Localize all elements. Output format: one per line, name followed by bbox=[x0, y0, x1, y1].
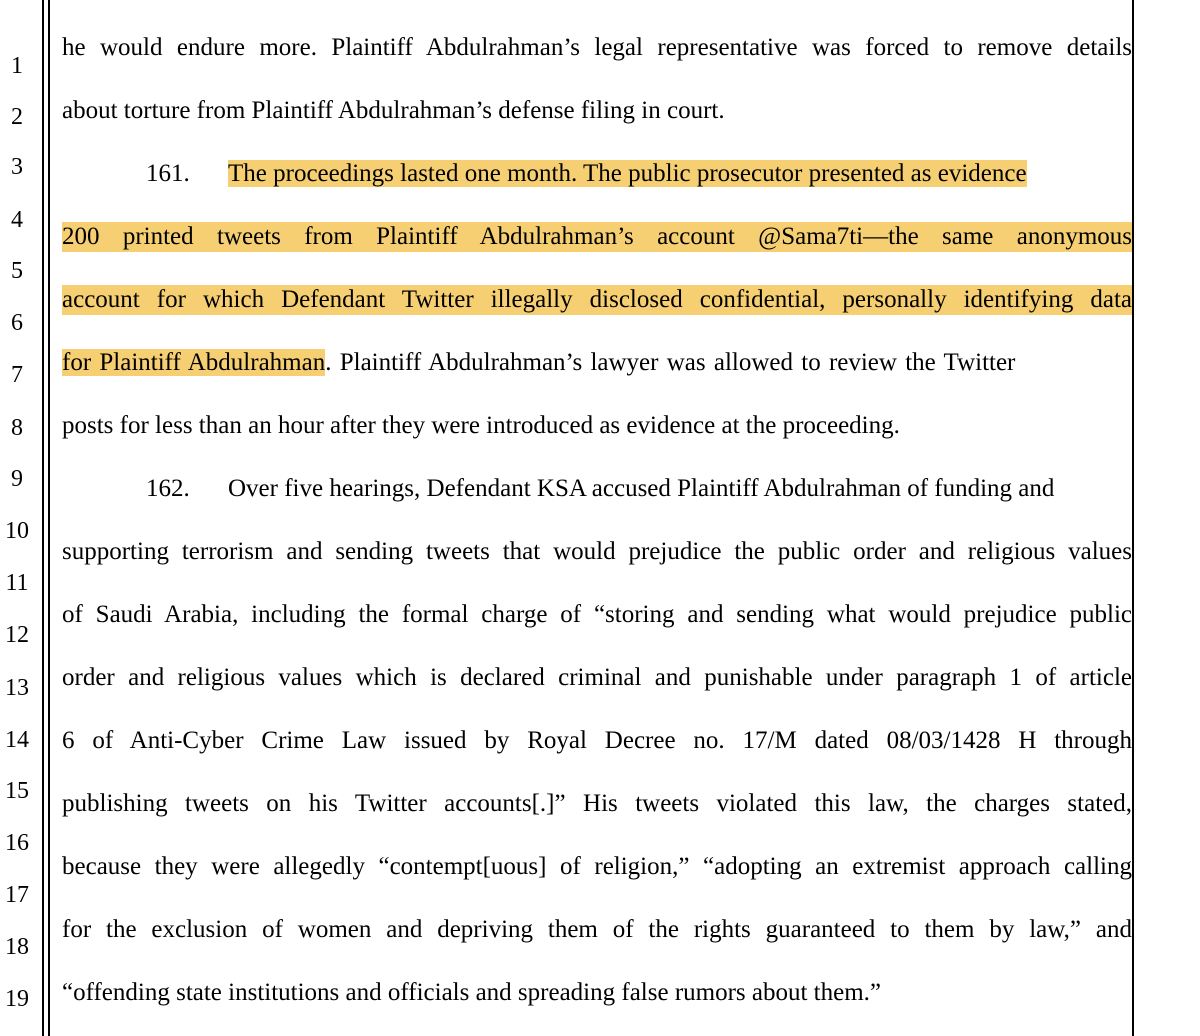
right-margin-rule bbox=[1132, 0, 1134, 1036]
line-number: 13 bbox=[5, 675, 29, 701]
text-line: publishing tweets on his Twitter accounts[.]” His tweets violated this law, the charges stated, bbox=[62, 790, 1132, 817]
line-number: 3 bbox=[11, 154, 23, 180]
highlighted-text-line: 200 printed tweets from Plaintiff Abdulrahman’s account @Sama7ti—the same anonymous bbox=[62, 223, 1132, 250]
line-number: 4 bbox=[11, 207, 23, 233]
text-line: because they were allegedly “contempt[uous] of religion,” “adopting an extremist approach calling bbox=[62, 853, 1132, 880]
left-margin-rule-outer bbox=[42, 0, 44, 1036]
paragraph-161-line-4 bbox=[62, 348, 1132, 378]
paragraph-161-line-1 bbox=[146, 159, 1132, 189]
text-line: “offending state institutions and officials and spreading false rumors about them.” bbox=[62, 979, 882, 1006]
paragraph-162-line-1 bbox=[146, 474, 1132, 504]
text-line: of Saudi Arabia, including the formal charge of “storing and sending what would prejudice public bbox=[62, 601, 1132, 628]
left-margin-rule-inner bbox=[48, 0, 50, 1036]
text-line: posts for less than an hour after they were introduced as evidence at the proceeding. bbox=[62, 412, 900, 439]
text-line: 6 of Anti-Cyber Crime Law issued by Royal Decree no. 17/M dated 08/03/1428 H through bbox=[62, 727, 1132, 754]
line-number: 7 bbox=[11, 362, 23, 388]
line-number: 2 bbox=[11, 104, 23, 130]
line-number: 8 bbox=[11, 415, 23, 441]
line-number: 10 bbox=[5, 518, 29, 544]
line-number: 17 bbox=[5, 882, 29, 908]
line-number: 1 bbox=[11, 53, 23, 79]
paragraph-number: 161. bbox=[146, 160, 190, 187]
line-number: 12 bbox=[5, 622, 29, 648]
text-line: supporting terrorism and sending tweets that would prejudice the public order and religious values bbox=[62, 538, 1132, 565]
text-line: about torture from Plaintiff Abdulrahman’s defense filing in court. bbox=[62, 97, 725, 124]
text-line: for the exclusion of women and depriving them of the rights guaranteed to them by law,” and bbox=[62, 916, 1132, 943]
text-span: . Plaintiff Abdulrahman’s lawyer was allowed to review the Twitter bbox=[325, 349, 1016, 376]
line-number: 18 bbox=[5, 934, 29, 960]
highlighted-text: The proceedings lasted one month. The public prosecutor presented as evidence bbox=[228, 160, 1027, 187]
line-number: 15 bbox=[5, 778, 29, 804]
line-number: 11 bbox=[5, 570, 29, 596]
paragraph-number: 162. bbox=[146, 475, 190, 502]
text-span: Over five hearings, Defendant KSA accused Plaintiff Abdulrahman of funding and bbox=[228, 475, 1055, 502]
line-number: 14 bbox=[5, 727, 29, 753]
text-line: order and religious values which is declared criminal and punishable under paragraph 1 of article bbox=[62, 664, 1132, 691]
text-line: he would endure more. Plaintiff Abdulrahman’s legal representative was forced to remove details bbox=[62, 34, 1132, 61]
highlighted-text-line: account for which Defendant Twitter illegally disclosed confidential, personally identifying data bbox=[62, 286, 1132, 313]
highlighted-text: for Plaintiff Abdulrahman bbox=[62, 349, 326, 376]
line-number: 5 bbox=[11, 258, 23, 284]
line-number: 9 bbox=[11, 466, 23, 492]
line-number: 16 bbox=[5, 830, 29, 856]
line-number: 6 bbox=[11, 310, 23, 336]
line-number: 19 bbox=[5, 986, 29, 1012]
